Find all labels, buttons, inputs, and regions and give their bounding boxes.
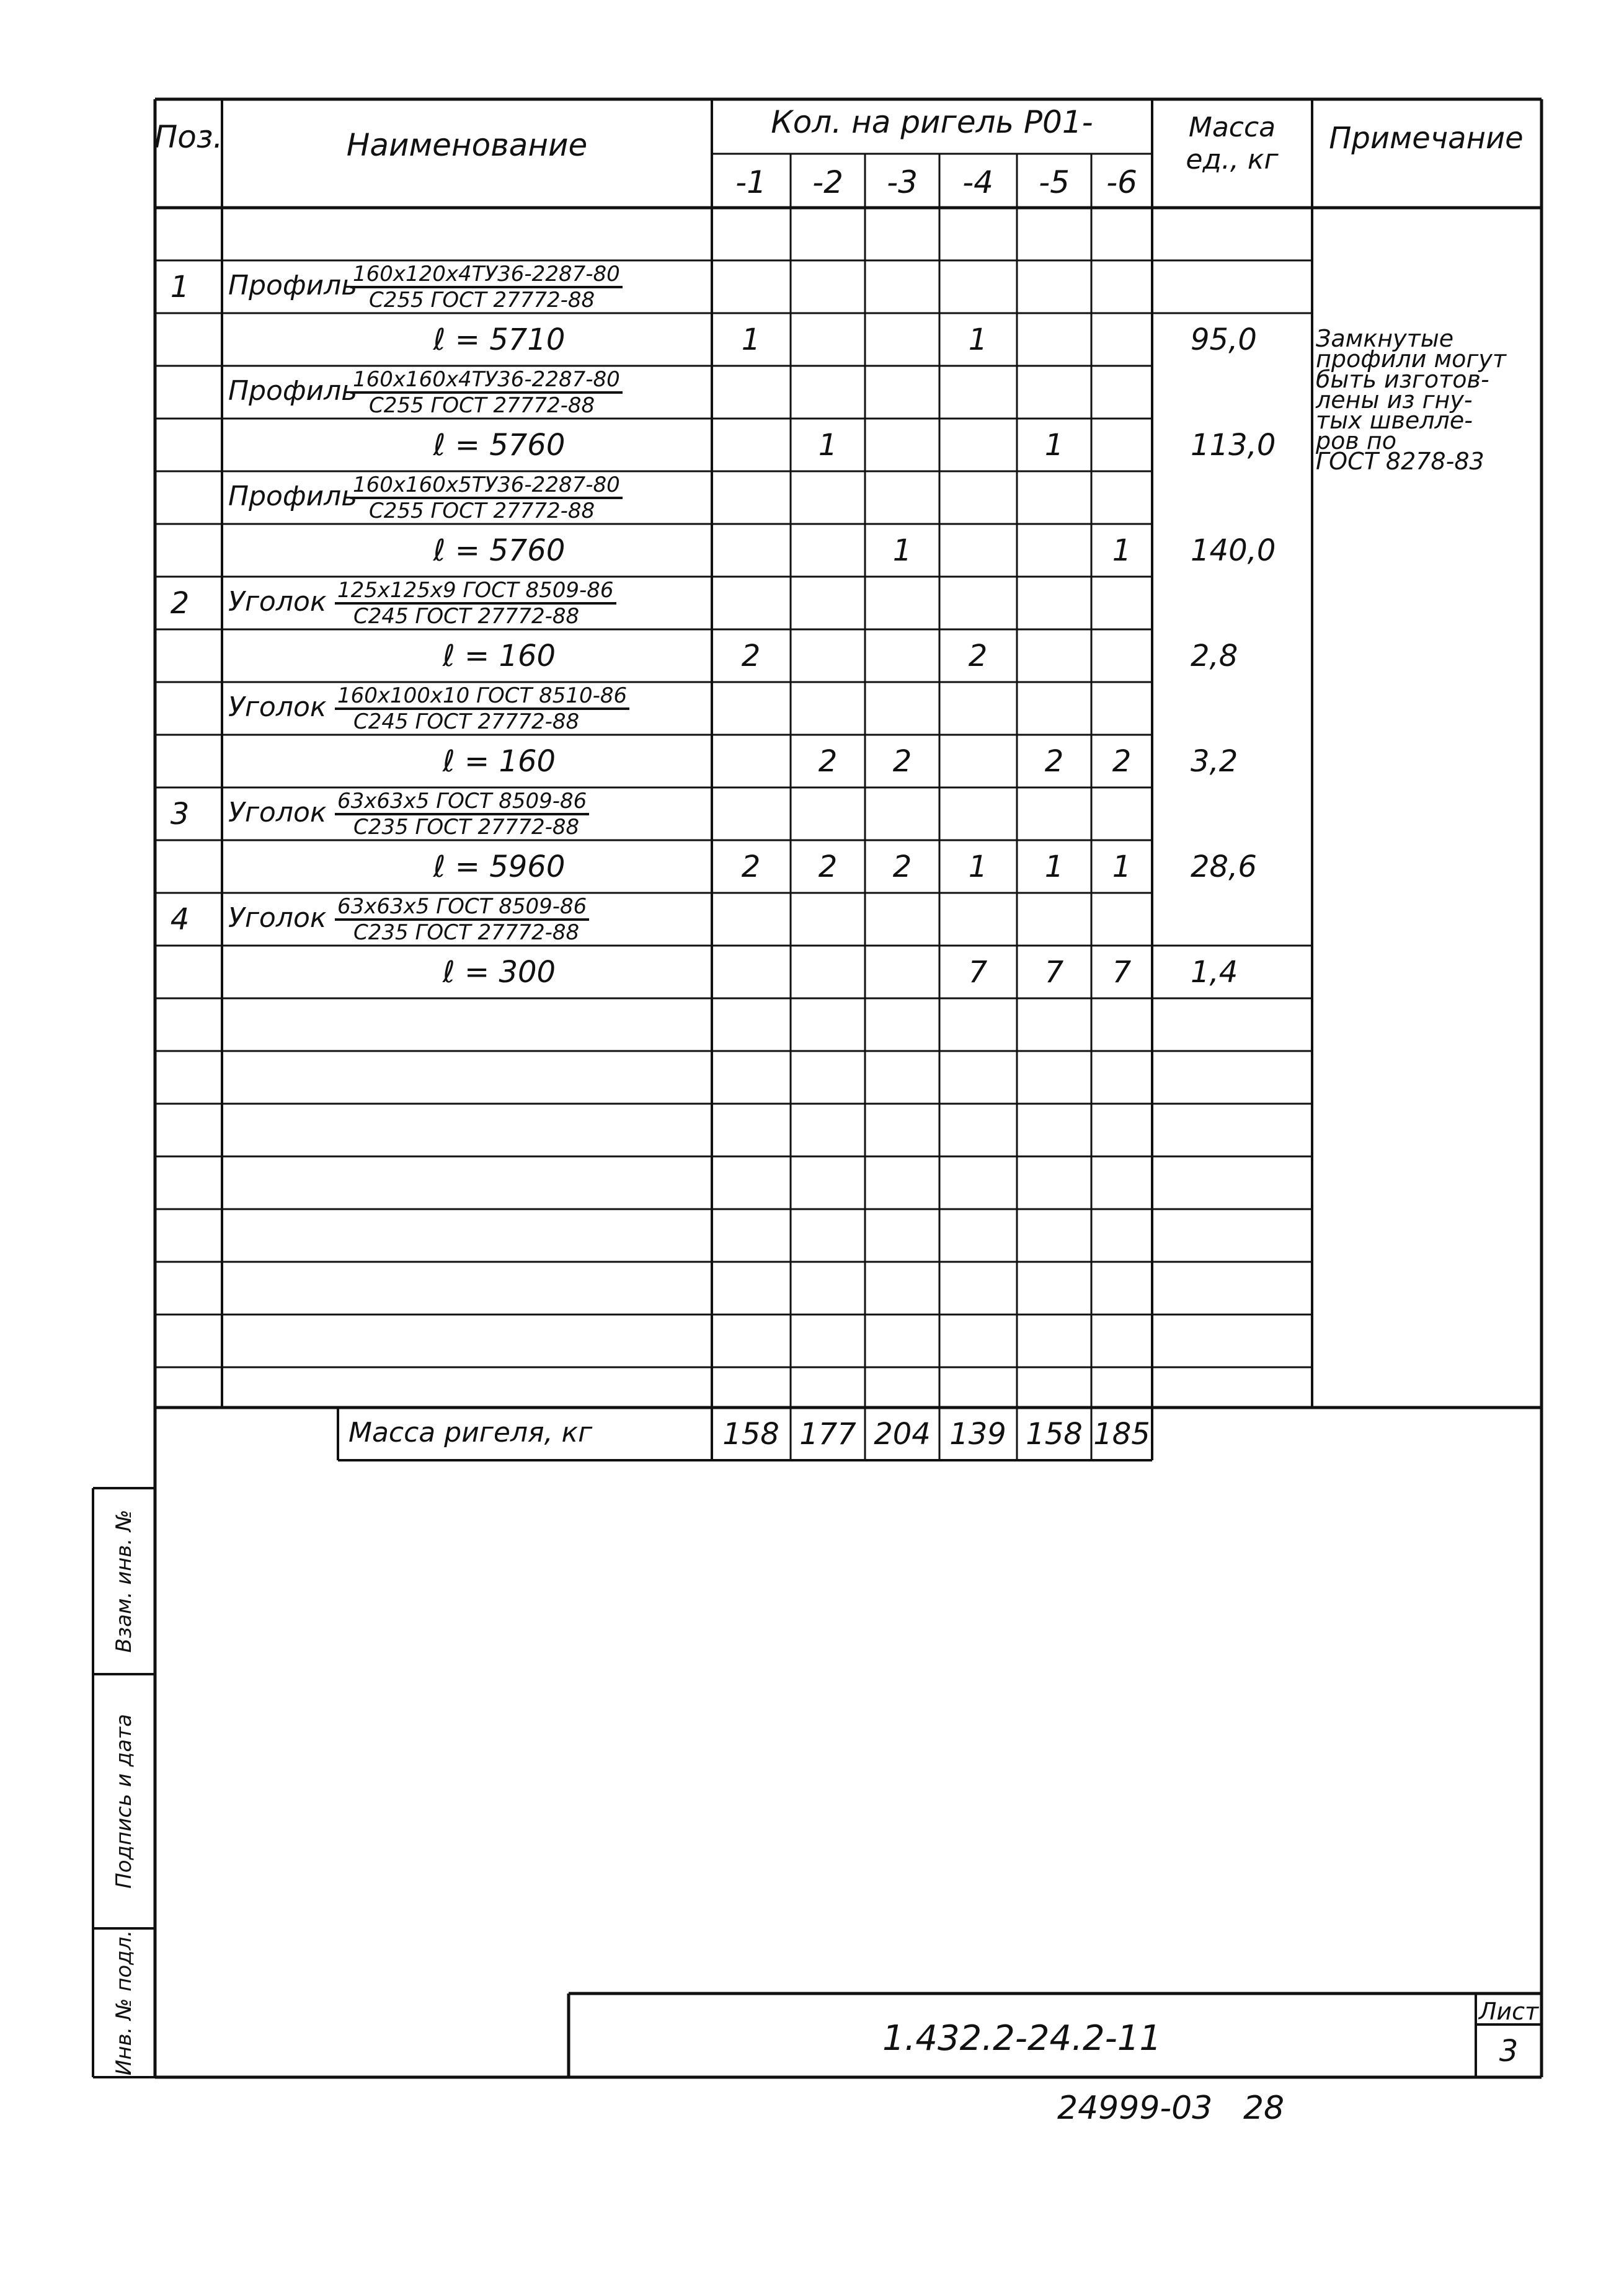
row-length: ℓ = 160: [442, 639, 556, 673]
row-quantity: 2: [892, 849, 912, 884]
header-col-1: -1: [735, 164, 766, 200]
note-line: ГОСТ 8278-83: [1316, 448, 1484, 475]
row-quantity: 2: [741, 639, 761, 673]
note-line: профили могут: [1316, 345, 1506, 373]
side-label-replace-inv: Взам. инв. №: [112, 1509, 136, 1653]
profile-size: 63х63х5 ГОСТ 8509-86: [335, 791, 589, 815]
row-item-label: Профиль: [228, 270, 358, 301]
row-unit-mass: 113,0: [1191, 428, 1276, 463]
total-label: Масса ригеля, кг: [348, 1417, 593, 1448]
steel-grade: С235 ГОСТ 27772-88: [353, 815, 580, 840]
footer-code: 24999-03 28: [1057, 2090, 1285, 2127]
row-unit-mass: 3,2: [1191, 744, 1238, 779]
row-profile-spec: [335, 685, 629, 732]
row-quantity: 1: [741, 322, 761, 357]
steel-grade: С235 ГОСТ 27772-88: [353, 920, 580, 945]
row-length: ℓ = 300: [442, 955, 556, 990]
note-line: лены из гну-: [1316, 386, 1473, 414]
header-col-2: -2: [812, 164, 843, 200]
row-quantity: 1: [1044, 849, 1064, 884]
row-length: ℓ = 5960: [433, 849, 566, 884]
row-quantity: 1: [968, 849, 988, 884]
row-unit-mass: 140,0: [1191, 533, 1276, 568]
row-profile-spec: [350, 264, 623, 311]
total-value: 158: [1026, 1417, 1083, 1452]
row-length: ℓ = 160: [442, 744, 556, 779]
row-item-label: Уголок: [228, 797, 327, 828]
total-value: 139: [949, 1417, 1006, 1452]
steel-grade: С255 ГОСТ 27772-88: [369, 393, 595, 418]
row-profile-spec: [335, 896, 589, 943]
header-qty-group: Кол. на ригель Р01-: [771, 104, 1093, 140]
profile-size: 160х100х10 ГОСТ 8510-86: [335, 685, 629, 710]
row-quantity: 2: [1044, 744, 1064, 779]
note-text: [1316, 325, 1506, 475]
note-line: тых швелле-: [1316, 407, 1473, 434]
side-label-signature-date: Подпись и дата: [112, 1714, 136, 1889]
row-profile-spec: [335, 791, 589, 838]
row-quantity: 1: [1112, 849, 1132, 884]
row-item-label: Уголок: [228, 902, 327, 934]
steel-grade: С255 ГОСТ 27772-88: [369, 499, 595, 523]
steel-grade: С245 ГОСТ 27772-88: [353, 604, 580, 629]
row-position: 4: [170, 902, 190, 937]
row-quantity: 1: [892, 533, 912, 568]
total-value: 204: [874, 1417, 931, 1452]
total-value: 177: [799, 1417, 856, 1452]
total-value: 185: [1093, 1417, 1150, 1452]
row-position: 3: [170, 797, 190, 832]
row-quantity: 2: [892, 744, 912, 779]
profile-size: 63х63х5 ГОСТ 8509-86: [335, 896, 589, 921]
row-item-label: Профиль: [228, 481, 358, 512]
profile-size: 125х125х9 ГОСТ 8509-86: [335, 580, 616, 605]
row-unit-mass: 2,8: [1191, 639, 1238, 673]
row-profile-spec: [335, 580, 616, 627]
row-unit-mass: 28,6: [1191, 849, 1257, 884]
row-unit-mass: 95,0: [1191, 322, 1257, 357]
row-quantity: 7: [1112, 955, 1132, 990]
profile-size: 160х160х4ТУ36-2287-80: [350, 369, 623, 394]
row-quantity: 2: [818, 849, 838, 884]
stamp-designation: 1.432.2-24.2-11: [882, 2018, 1162, 2059]
header-mass: Масса ед., кг: [1186, 112, 1279, 175]
profile-size: 160х160х5ТУ36-2287-80: [350, 474, 623, 499]
row-item-label: Уголок: [228, 691, 327, 723]
row-quantity: 2: [741, 849, 761, 884]
note-line: быть изготов-: [1316, 366, 1489, 393]
row-position: 1: [170, 270, 190, 304]
row-item-label: Профиль: [228, 375, 358, 407]
header-col-3: -3: [887, 164, 918, 200]
stamp-sheet-number: 3: [1499, 2034, 1519, 2069]
header-note: Примечание: [1329, 121, 1524, 156]
row-unit-mass: 1,4: [1191, 955, 1238, 990]
row-length: ℓ = 5710: [433, 322, 566, 357]
row-quantity: 2: [818, 744, 838, 779]
steel-grade: С255 ГОСТ 27772-88: [369, 288, 595, 313]
steel-grade: С245 ГОСТ 27772-88: [353, 709, 580, 734]
header-pos: Поз.: [154, 119, 223, 155]
row-quantity: 1: [968, 322, 988, 357]
row-quantity: 7: [1044, 955, 1064, 990]
header-name: Наименование: [346, 127, 588, 163]
row-quantity: 1: [1112, 533, 1132, 568]
row-quantity: 1: [818, 428, 838, 463]
row-quantity: 2: [968, 639, 988, 673]
header-col-4: -4: [962, 164, 993, 200]
total-value: 158: [722, 1417, 779, 1452]
profile-size: 160х120х4ТУ36-2287-80: [350, 264, 623, 288]
row-length: ℓ = 5760: [433, 428, 566, 463]
note-line: ров по: [1316, 427, 1396, 455]
stamp-sheet-label: Лист: [1478, 1998, 1539, 2025]
row-quantity: 2: [1112, 744, 1132, 779]
note-line: Замкнутые: [1316, 325, 1454, 352]
row-profile-spec: [350, 369, 623, 416]
row-profile-spec: [350, 474, 623, 521]
row-item-label: Уголок: [228, 586, 327, 618]
row-length: ℓ = 5760: [433, 533, 566, 568]
header-col-6: -6: [1106, 164, 1137, 200]
row-quantity: 1: [1044, 428, 1064, 463]
side-label-inv-original: Инв. № подл.: [112, 1930, 136, 2076]
row-quantity: 7: [968, 955, 988, 990]
header-col-5: -5: [1039, 164, 1070, 200]
row-position: 2: [170, 586, 190, 621]
